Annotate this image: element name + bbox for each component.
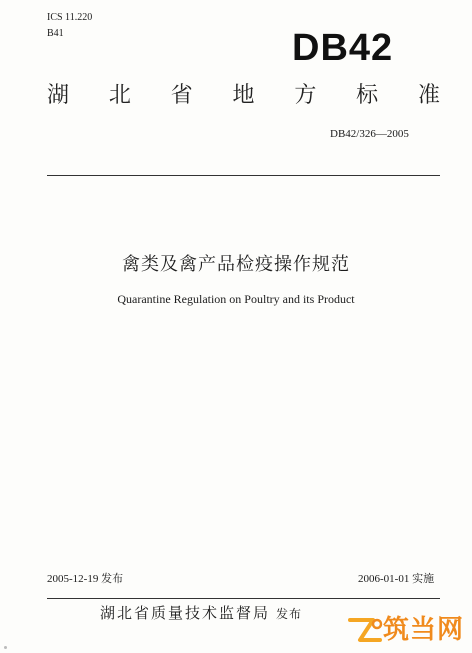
- standard-logo: DB42: [292, 27, 394, 69]
- watermark-logo-icon: [347, 615, 383, 645]
- publisher: [100, 604, 302, 623]
- standard-type-char: 方: [294, 83, 317, 108]
- standard-type-char: 标: [356, 83, 379, 108]
- publisher-suffix: 发布: [276, 607, 303, 621]
- site-watermark: [347, 615, 464, 645]
- standard-type-char: 北: [108, 83, 131, 108]
- classification-code: B41: [47, 28, 64, 39]
- footer-divider: [47, 598, 440, 599]
- standard-type-title: [47, 83, 440, 109]
- watermark-text: 筑当网: [382, 615, 464, 645]
- ics-code: ICS 11.220: [47, 12, 93, 23]
- standard-type-char: 准: [417, 83, 440, 108]
- standard-number: DB42/326—2005: [330, 128, 409, 140]
- standard-type-char: 湖: [47, 83, 70, 108]
- header-divider: [47, 175, 440, 176]
- document-title-chinese: 禽类及禽产品检疫操作规范: [122, 254, 350, 275]
- standard-type-char: 省: [170, 83, 193, 108]
- implementation-date: 2006-01-01 实施: [358, 573, 435, 585]
- issue-date: 2005-12-19 发布: [47, 573, 124, 585]
- document-title-english: Quarantine Regulation on Poultry and its Product: [117, 292, 355, 306]
- scan-artifact-dot: [4, 646, 7, 649]
- standard-type-char: 地: [232, 83, 255, 108]
- publisher-name: 湖北省质量技术监督局: [100, 604, 271, 622]
